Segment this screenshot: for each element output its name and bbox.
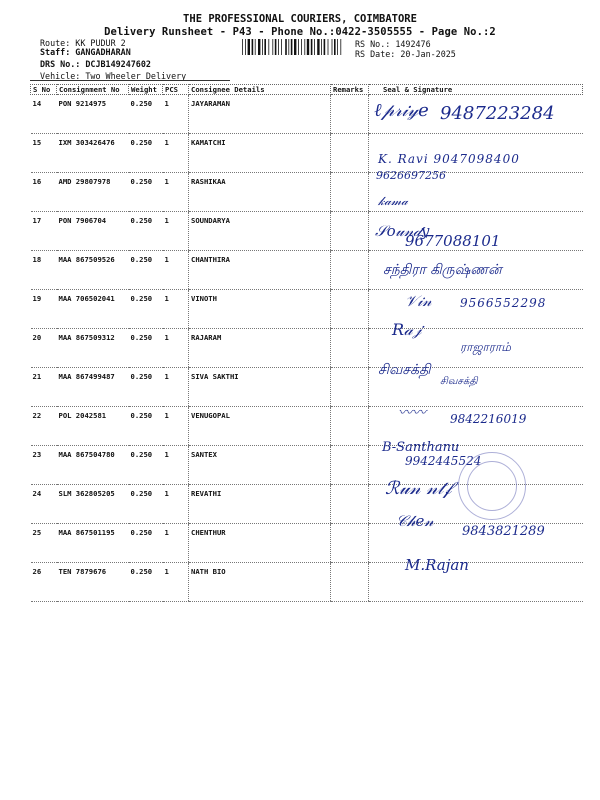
handwritten-phone-25: 9843821289 — [462, 524, 545, 539]
row-consignment-no: TEN 7879676 — [57, 563, 129, 602]
table-header-row — [31, 85, 583, 95]
staff-label: Staff: GANGADHARAN — [40, 47, 131, 57]
row-remarks — [331, 173, 369, 212]
signature-mark-20: 𝑅𝒶𝒿 — [392, 320, 422, 339]
table-row — [31, 563, 583, 602]
signature-mark-21b: சிவசக்தி — [440, 376, 478, 387]
row-weight: 0.250 — [129, 329, 163, 368]
row-pcs: 1 — [163, 524, 189, 563]
row-weight: 0.250 — [129, 290, 163, 329]
row-consignee: NATH BIO — [189, 563, 331, 602]
signature-mark-18: சந்திரா கிருஷ்ணன் — [383, 262, 502, 278]
handwritten-phone-22: 9842216019 — [450, 412, 527, 426]
row-weight: 0.250 — [129, 524, 163, 563]
row-pcs: 1 — [163, 251, 189, 290]
row-weight: 0.250 — [129, 173, 163, 212]
handwritten-name-26: M.Rajan — [405, 556, 469, 574]
handwritten-phone-14: 9487223284 — [440, 103, 555, 124]
row-sno: 20 — [31, 329, 57, 368]
signature-mark-16: 𝓀𝒶𝓂𝒶 — [378, 194, 408, 208]
row-consignment-no: IXM 303426476 — [57, 134, 129, 173]
row-weight: 0.250 — [129, 563, 163, 602]
row-remarks — [331, 290, 369, 329]
row-weight: 0.250 — [129, 251, 163, 290]
row-sno: 22 — [31, 407, 57, 446]
row-sno: 19 — [31, 290, 57, 329]
row-pcs: 1 — [163, 212, 189, 251]
col-weight: Weight — [129, 85, 163, 95]
row-pcs: 1 — [163, 407, 189, 446]
col-sno: S No — [31, 85, 57, 95]
vehicle-label: Vehicle: Two Wheeler Delivery — [40, 71, 187, 81]
row-weight: 0.250 — [129, 485, 163, 524]
row-remarks — [331, 368, 369, 407]
row-remarks — [331, 329, 369, 368]
handwritten-phone-15: K. Ravi 9047098400 — [378, 152, 520, 166]
row-consignee: REVATHI — [189, 485, 331, 524]
row-remarks — [331, 134, 369, 173]
row-consignee: SOUNDARYA — [189, 212, 331, 251]
row-consignee: JAYARAMAN — [189, 95, 331, 134]
row-remarks — [331, 212, 369, 251]
row-consignee: VINOTH — [189, 290, 331, 329]
row-consignment-no: PON 7906704 — [57, 212, 129, 251]
handwritten-phone-16: 9626697256 — [376, 169, 446, 182]
col-consignee: Consignee Details — [189, 85, 331, 95]
row-weight: 0.250 — [129, 446, 163, 485]
row-signature — [369, 563, 583, 602]
rs-number: RS No.: 1492476 — [355, 39, 431, 49]
handwritten-phone-23: 9942445524 — [405, 454, 482, 468]
col-consignment: Consignment No — [57, 85, 129, 95]
row-sno: 24 — [31, 485, 57, 524]
row-sno: 26 — [31, 563, 57, 602]
row-weight: 0.250 — [129, 368, 163, 407]
handwritten-name-23: B-Santhanu — [382, 440, 460, 455]
col-pcs: PCS — [163, 85, 189, 95]
row-remarks — [331, 446, 369, 485]
row-consignment-no: MAA 867501195 — [57, 524, 129, 563]
col-remarks: Remarks — [331, 85, 369, 95]
row-sno: 14 — [31, 95, 57, 134]
company-title: THE PROFESSIONAL COURIERS, COIMBATORE — [183, 13, 417, 25]
row-consignee: CHENTHUR — [189, 524, 331, 563]
signature-mark-21: சிவசக்தி — [378, 362, 431, 378]
row-remarks — [331, 524, 369, 563]
row-consignee: CHANTHIRA — [189, 251, 331, 290]
row-consignment-no: MAA 867504780 — [57, 446, 129, 485]
signature-mark-20b: ராஜாராம் — [460, 340, 511, 354]
row-consignment-no: SLM 362805205 — [57, 485, 129, 524]
row-sno: 23 — [31, 446, 57, 485]
row-pcs: 1 — [163, 95, 189, 134]
row-weight: 0.250 — [129, 95, 163, 134]
row-pcs: 1 — [163, 368, 189, 407]
row-consignment-no: MAA 867509312 — [57, 329, 129, 368]
barcode — [242, 39, 342, 55]
row-remarks — [331, 485, 369, 524]
row-sno: 16 — [31, 173, 57, 212]
row-consignee: SANTEX — [189, 446, 331, 485]
row-weight: 0.250 — [129, 212, 163, 251]
row-sno: 17 — [31, 212, 57, 251]
table-row — [31, 368, 583, 407]
signature-mark-19: 𝒱𝒾𝓃 — [405, 292, 432, 310]
row-remarks — [331, 95, 369, 134]
row-pcs: 1 — [163, 290, 189, 329]
runsheet-subtitle: Delivery Runsheet - P43 - Phone No.:0422-3505555 - Page No.:2 — [104, 26, 496, 38]
row-consignee: VENUGOPAL — [189, 407, 331, 446]
drs-number: DRS No.: DCJB149247602 — [40, 59, 151, 69]
row-sno: 21 — [31, 368, 57, 407]
row-consignee: RAJARAM — [189, 329, 331, 368]
row-weight: 0.250 — [129, 407, 163, 446]
col-signature: Seal & Signature — [369, 85, 583, 95]
rs-date: RS Date: 20-Jan-2025 — [355, 49, 456, 59]
signature-mark-14: ℓ𝓅𝓇𝒾𝓎𝑒 — [374, 100, 429, 121]
row-consignment-no: MAA 867499487 — [57, 368, 129, 407]
row-sno: 15 — [31, 134, 57, 173]
signature-mark-25: 𝒞𝒽𝑒𝓃 — [396, 512, 434, 530]
row-consignee: SIVA SAKTHI — [189, 368, 331, 407]
row-pcs: 1 — [163, 485, 189, 524]
signature-mark-22: 〰〰 — [398, 405, 426, 421]
row-sno: 25 — [31, 524, 57, 563]
row-pcs: 1 — [163, 329, 189, 368]
handwritten-phone-19: 9566552298 — [460, 296, 547, 310]
row-remarks — [331, 407, 369, 446]
table-row — [31, 173, 583, 212]
row-weight: 0.250 — [129, 134, 163, 173]
row-consignment-no: POL 2042581 — [57, 407, 129, 446]
signature-mark-17: 𝒮𝑜𝓊𝓃𝒹𝑦 — [375, 222, 430, 240]
signature-mark-24: ℛ𝓊𝓃 𝓃𝓉𝒻 — [385, 478, 452, 499]
company-seal-stamp — [458, 452, 526, 520]
row-remarks — [331, 251, 369, 290]
row-consignment-no: MAA 706502041 — [57, 290, 129, 329]
row-pcs: 1 — [163, 173, 189, 212]
row-consignment-no: AMD 29807978 — [57, 173, 129, 212]
row-consignment-no: MAA 867509526 — [57, 251, 129, 290]
row-consignment-no: PON 9214975 — [57, 95, 129, 134]
row-pcs: 1 — [163, 446, 189, 485]
row-consignee: KAMATCHI — [189, 134, 331, 173]
row-pcs: 1 — [163, 134, 189, 173]
header-divider — [30, 80, 230, 81]
row-pcs: 1 — [163, 563, 189, 602]
row-remarks — [331, 563, 369, 602]
row-consignee: RASHIKAA — [189, 173, 331, 212]
route-label: Route: KK PUDUR 2 — [40, 38, 126, 48]
handwritten-phone-17: 9677088101 — [405, 232, 501, 250]
row-sno: 18 — [31, 251, 57, 290]
